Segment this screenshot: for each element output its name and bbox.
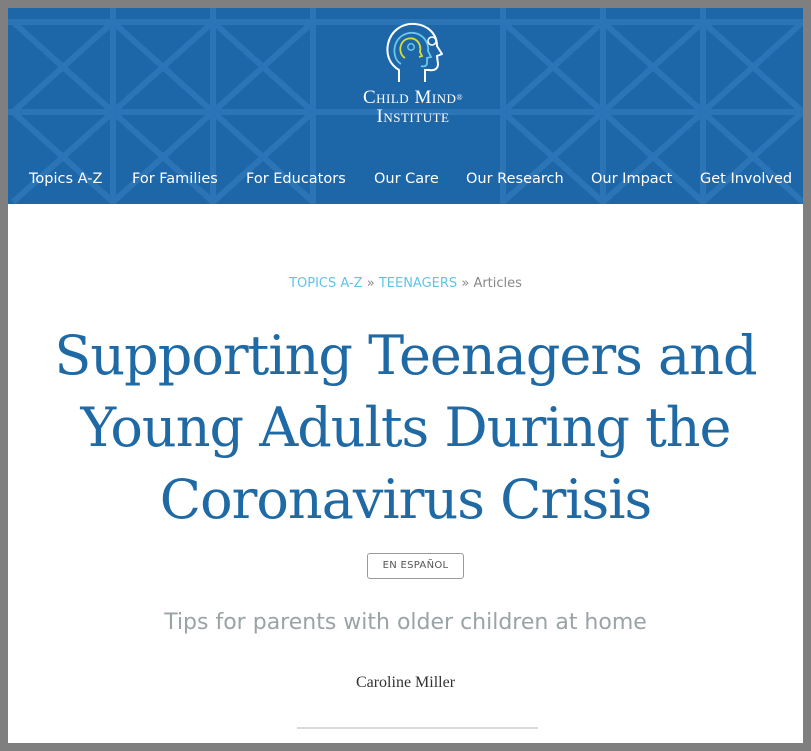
divider <box>297 727 538 729</box>
nav-get-involved[interactable]: Get Involved <box>700 171 793 187</box>
site-logo[interactable] <box>348 20 478 140</box>
head-profile-logo-icon <box>383 20 443 84</box>
nav-topics-a-z[interactable]: Topics A-Z <box>29 171 103 187</box>
nav-for-educators[interactable]: For Educators <box>246 171 346 187</box>
breadcrumb-separator: » <box>461 276 470 291</box>
logo-wordmark <box>348 88 478 126</box>
article-subtitle: Tips for parents with older children at home <box>164 610 647 635</box>
nav-our-impact[interactable]: Our Impact <box>591 171 673 187</box>
breadcrumb-current: Articles <box>473 276 522 291</box>
breadcrumb-separator: » <box>366 276 375 291</box>
spanish-language-button[interactable]: EN ESPAÑOL <box>367 553 464 579</box>
site-header <box>8 8 803 204</box>
nav-our-care[interactable]: Our Care <box>374 171 439 187</box>
page-frame <box>8 8 803 743</box>
breadcrumb-teenagers[interactable]: TEENAGERS <box>378 276 458 291</box>
nav-for-families[interactable]: For Families <box>132 171 218 187</box>
article-title: Supporting Teenagers and Young Adults During the Coronavirus Crisis <box>54 324 757 531</box>
breadcrumb-topics-a-z[interactable]: TOPICS A-Z <box>289 276 363 291</box>
logo-line-1: Child Mind <box>362 87 457 108</box>
nav-our-research[interactable]: Our Research <box>466 171 564 187</box>
registered-mark: ® <box>456 93 464 102</box>
main-navigation <box>8 164 803 194</box>
article-author[interactable]: Caroline Miller <box>355 674 456 691</box>
logo-line-2: Institute <box>376 106 450 127</box>
breadcrumb <box>8 276 803 291</box>
